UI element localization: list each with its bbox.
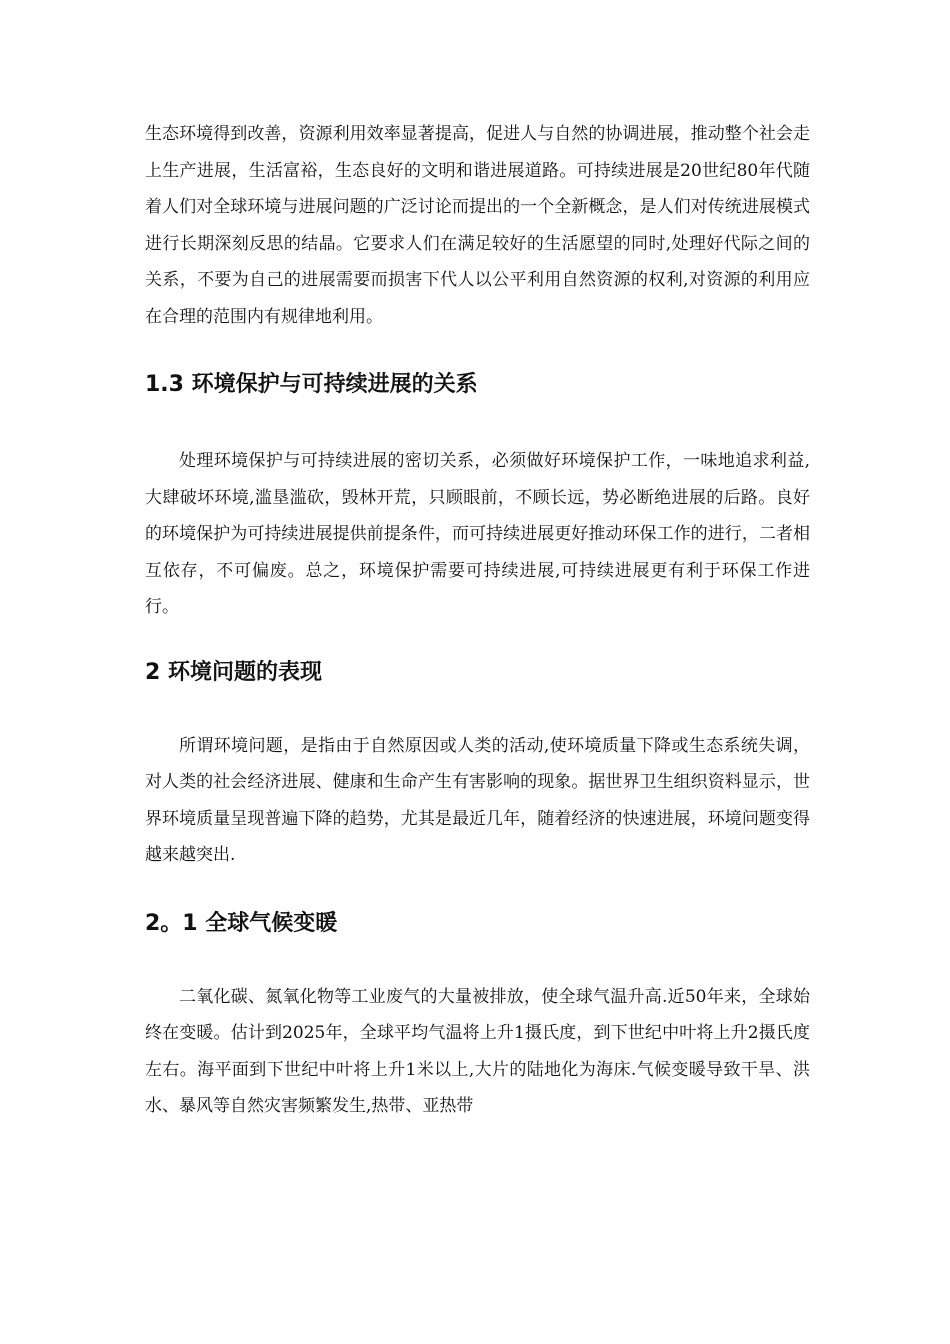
paragraph-protection-relationship: 处理环境保护与可持续进展的密切关系，必须做好环境保护工作，一味地追求利益,大肆破坏环境,滥垦滥砍，毁林开荒，只顾眼前，不顾长远，势必断绝进展的后路。良好的环境保护为可持续进展提供前提条件，而可持续进展更好推动环保工作的进行，二者相互依存，不可偏废。总之，环境保护需要可持续进展,可持续进展更有利于环保工作进行。: [145, 451, 810, 617]
document-body: [145, 116, 810, 1125]
paragraph-global-warming: 二氧化碳、氮氧化物等工业废气的大量被排放，使全球气温升高.近50年来，全球始终在变暖。估计到2025年，全球平均气温将上升1摄氏度，到下世纪中叶将上升2摄氏度左右。海平面到下世纪中叶将上升1米以上,大片的陆地化为海床.气候变暖导致干旱、洪水、暴风等自然灾害频繁发生,热带、亚热带: [145, 986, 810, 1116]
heading-section-2: 2 环境问题的表现: [145, 659, 322, 685]
heading-section-1-3: 1.3 环境保护与可持续进展的关系: [145, 372, 478, 397]
paragraph-environmental-problems: 所谓环境问题，是指由于自然原因或人类的活动,使环境质量下降或生态系统失调，对人类的社会经济进展、健康和生命产生有害影响的现象。据世界卫生组织资料显示，世界环境质量呈现普遍下降的趋势，尤其是最近几年，随着经济的快速进展，环境问题变得越来越突出.: [145, 735, 810, 865]
heading-section-2-1: 2。1 全球气候变暖: [145, 910, 338, 936]
paragraph-sustainable-development: 生态环境得到改善，资源利用效率显著提高，促进人与自然的协调进展，推动整个社会走上生产进展，生活富裕，生态良好的文明和谐进展道路。可持续进展是20世纪80年代随着人们对全球环境与进展问题的广泛讨论而提出的一个全新概念，是人们对传统进展模式进行长期深刻反思的结晶。它要求人们在满足较好的生活愿望的同时,处理好代际之间的关系，不要为自己的进展需要而损害下代人以公平利用自然资源的权利,对资源的利用应在合理的范围内有规律地利用。: [145, 124, 810, 327]
